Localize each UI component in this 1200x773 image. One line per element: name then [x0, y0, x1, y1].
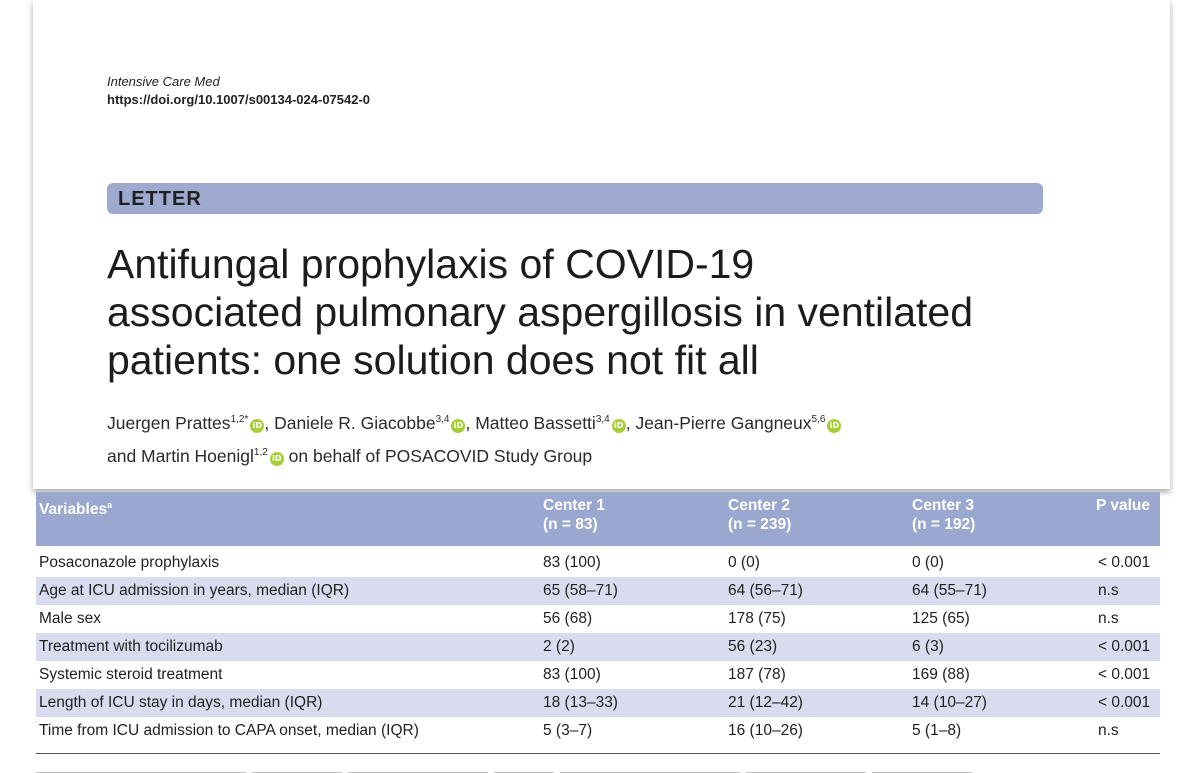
table-row: [36, 577, 1160, 605]
cell-center-3: 169 (88): [912, 666, 970, 683]
cell-center-3: 64 (55–71): [912, 582, 987, 599]
orcid-icon[interactable]: iD: [270, 452, 284, 466]
cell-variable: Male sex: [39, 610, 102, 627]
cell-center-2: 21 (12–42): [728, 694, 803, 711]
affiliation-sup: 3,4: [435, 414, 450, 425]
cell-center-3: 6 (3): [912, 638, 944, 655]
article-type-bar: [107, 183, 1043, 214]
cell-variable: Age at ICU admission in years, median (IQR): [39, 582, 350, 599]
cell-center-2: 0 (0): [728, 554, 760, 571]
title-line-3: patients: one solution does not fit all: [107, 337, 759, 383]
cell-center-2: 64 (56–71): [728, 582, 803, 599]
table-row: [36, 689, 1160, 717]
cell-variable: Length of ICU stay in days, median (IQR): [39, 694, 323, 711]
author-list: [107, 405, 1107, 471]
header-center-3: Center 3 (n = 192): [912, 497, 976, 533]
cell-variable: Time from ICU admission to CAPA onset, median (IQR): [39, 722, 419, 739]
author-name: and Martin Hoenigl: [107, 446, 254, 466]
cell-variable: Treatment with tocilizumab: [39, 638, 223, 655]
author-name: , Jean-Pierre Gangneux: [625, 413, 812, 433]
cell-center-2: 56 (23): [728, 638, 778, 655]
cell-center-1: 18 (13–33): [543, 694, 618, 711]
cell-center-1: 2 (2): [543, 638, 575, 655]
affiliation-sup: 3,4: [595, 414, 610, 425]
orcid-icon[interactable]: iD: [451, 419, 465, 433]
results-table: [36, 492, 1160, 745]
author-line-1: [107, 405, 1107, 438]
author-name: Juergen Prattes: [107, 413, 231, 433]
cell-center-3: 0 (0): [912, 554, 944, 571]
article-type-label: LETTER: [118, 188, 202, 210]
orcid-icon[interactable]: iD: [612, 419, 626, 433]
author-name: , Matteo Bassetti: [465, 413, 596, 433]
cell-p-value: < 0.001: [1098, 638, 1151, 655]
cell-p-value: < 0.001: [1098, 666, 1151, 683]
table-row: [36, 549, 1160, 577]
author-line-2: [107, 438, 1107, 471]
cell-p-value: n.s: [1098, 722, 1119, 739]
study-group-text: on behalf of POSACOVID Study Group: [283, 446, 593, 466]
cell-p-value: < 0.001: [1098, 694, 1151, 711]
table-header: [36, 492, 1160, 546]
header-p-value: P value: [1096, 497, 1151, 514]
cell-center-1: 83 (100): [543, 554, 601, 571]
orcid-icon[interactable]: iD: [827, 419, 841, 433]
cell-center-2: 178 (75): [728, 610, 786, 627]
affiliation-sup: 1,2: [253, 447, 268, 458]
cut-off-footnote-text: [36, 762, 1160, 773]
cell-center-1: 83 (100): [543, 666, 601, 683]
cell-center-1: 65 (58–71): [543, 582, 618, 599]
header-variables: Variables$^a$: [39, 500, 113, 518]
doi-link[interactable]: https://doi.org/10.1007/s00134-024-07542-0: [107, 92, 371, 107]
cell-center-3: 125 (65): [912, 610, 970, 627]
table-row: [36, 633, 1160, 661]
header-center-1: Center 1 (n = 83): [543, 497, 606, 533]
orcid-icon[interactable]: iD: [250, 419, 264, 433]
cell-center-2: 187 (78): [728, 666, 786, 683]
table-row: [36, 605, 1160, 633]
cell-p-value: < 0.001: [1098, 554, 1151, 571]
table-bottom-rule: [36, 753, 1160, 754]
cell-variable: Systemic steroid treatment: [39, 666, 223, 683]
cell-center-1: 5 (3–7): [543, 722, 593, 739]
table-row: [36, 717, 1160, 745]
header-center-2: Center 2 (n = 239): [728, 497, 792, 533]
cell-p-value: n.s: [1098, 610, 1119, 627]
cell-p-value: n.s: [1098, 582, 1119, 599]
cell-center-1: 56 (68): [543, 610, 593, 627]
title-line-2: associated pulmonary aspergillosis in ventilated: [107, 289, 974, 335]
article-title: [107, 240, 1087, 384]
title-line-1: Antifungal prophylaxis of COVID-19: [107, 241, 755, 287]
cell-center-3: 5 (1–8): [912, 722, 962, 739]
journal-name: Intensive Care Med: [107, 74, 220, 89]
table-row: [36, 661, 1160, 689]
affiliation-sup: 5,6: [811, 414, 826, 425]
author-name: , Daniele R. Giacobbe: [264, 413, 436, 433]
affiliation-sup: 1,2*: [230, 414, 249, 425]
cell-center-3: 14 (10–27): [912, 694, 987, 711]
cell-variable: Posaconazole prophylaxis: [39, 554, 220, 571]
cell-center-2: 16 (10–26): [728, 722, 803, 739]
